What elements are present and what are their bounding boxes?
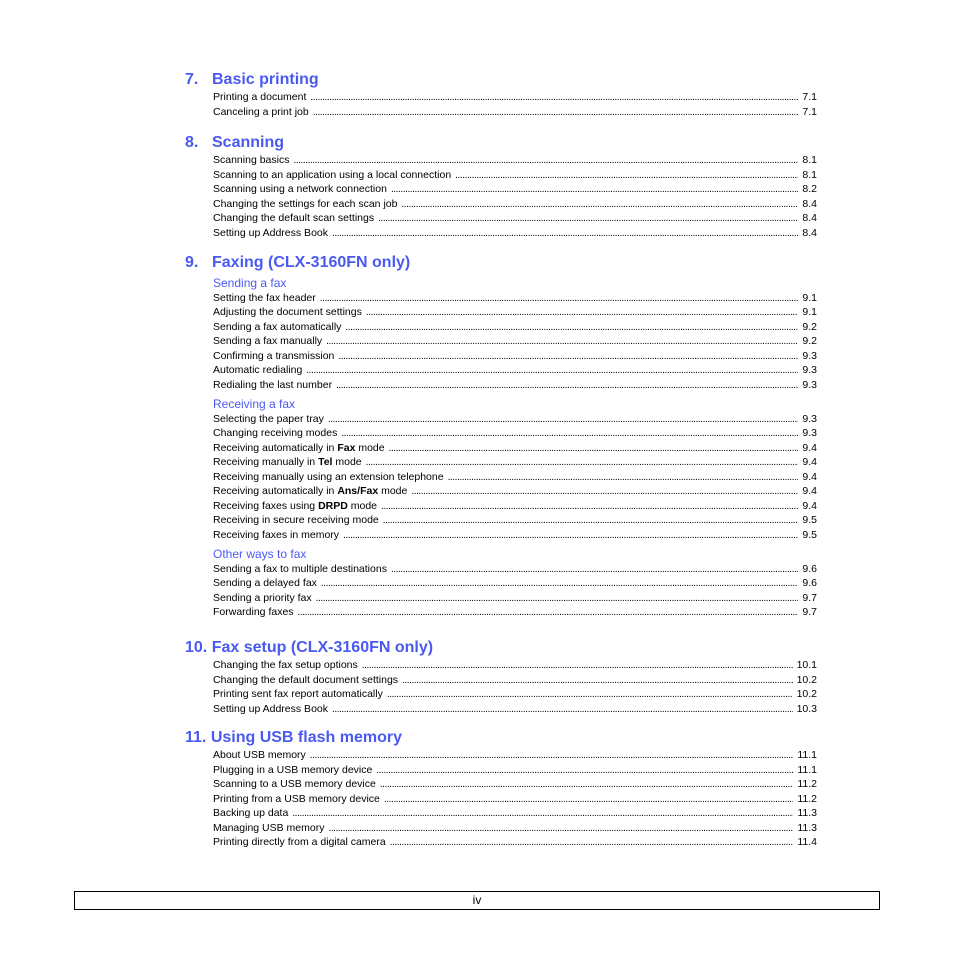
toc-entry-text: Scanning to an application using a local connection <box>213 168 452 181</box>
dot-leader <box>306 364 798 379</box>
toc-entry[interactable] <box>213 211 817 226</box>
dot-leader <box>366 306 799 321</box>
toc-page-number: 11.1 <box>797 763 817 776</box>
toc-page-number: 9.3 <box>802 427 817 439</box>
toc-page-number: 9.1 <box>802 291 817 304</box>
dot-leader <box>338 350 798 365</box>
dot-leader <box>313 106 799 121</box>
toc-page-number: 9.4 <box>802 441 817 454</box>
dot-leader <box>387 688 793 703</box>
toc-entry[interactable] <box>213 576 817 591</box>
toc-entry-text: Printing sent fax report automatically <box>213 688 383 700</box>
toc-entry-text: Redialing the last number <box>213 378 333 391</box>
subsection-heading[interactable]: Receiving a fax <box>213 397 296 411</box>
page-number: iv <box>472 893 482 907</box>
toc-entry[interactable] <box>213 197 817 212</box>
toc-entry[interactable] <box>213 320 817 335</box>
toc-entry-title <box>213 470 448 485</box>
toc-entry-title <box>213 363 306 378</box>
toc-entry-title <box>213 499 381 514</box>
toc-page-number: 9.5 <box>802 528 817 541</box>
toc-entry-text: About USB memory <box>213 749 306 761</box>
toc-entry-text: Sending a fax automatically <box>213 320 342 333</box>
toc-entry-text: Plugging in a USB memory device <box>213 763 373 776</box>
dot-leader <box>401 198 798 213</box>
toc-page-number: 9.2 <box>802 320 817 333</box>
toc-entry[interactable] <box>213 792 817 807</box>
toc-entry[interactable] <box>213 562 817 577</box>
toc-page-number: 9.4 <box>802 456 817 468</box>
toc-page-number: 9.3 <box>802 412 817 425</box>
dot-leader <box>345 321 798 336</box>
toc-entry-emphasis: Fax <box>337 441 356 454</box>
toc-page-number: 9.7 <box>802 591 817 604</box>
toc-entry[interactable] <box>213 658 817 673</box>
toc-page-number: 8.1 <box>802 168 817 181</box>
toc-entry[interactable] <box>213 702 817 717</box>
toc-entry-title <box>213 226 332 241</box>
dot-leader <box>391 563 798 578</box>
chapter-section <box>185 253 817 620</box>
toc-entry-title <box>213 349 338 364</box>
toc-page-number: 9.3 <box>802 349 817 362</box>
toc-entry-title <box>213 378 336 393</box>
toc-entry-title <box>213 90 310 105</box>
chapter-entries <box>185 658 817 716</box>
toc-entry-text: Receiving faxes in memory <box>213 528 340 541</box>
toc-entry[interactable] <box>213 168 817 183</box>
toc-entry-title <box>213 777 380 792</box>
toc-page-number: 11.3 <box>797 821 817 834</box>
toc-entry[interactable] <box>213 105 817 120</box>
toc-page-number: 9.6 <box>802 562 817 575</box>
dot-leader <box>292 807 793 822</box>
toc-page-number: 10.1 <box>796 659 817 671</box>
toc-entry[interactable] <box>213 806 817 821</box>
dot-leader <box>383 514 799 529</box>
chapter-title-text: Scanning <box>212 134 285 151</box>
toc-entry-text: Changing the settings for each scan job <box>213 197 398 210</box>
toc-entry-text: Confirming a transmission <box>213 349 335 362</box>
dot-leader <box>343 529 798 544</box>
toc-entry-title <box>213 484 411 499</box>
toc-entry-title <box>213 320 345 335</box>
dot-leader <box>366 456 799 471</box>
chapter-title[interactable] <box>185 70 817 90</box>
toc-entry-title <box>213 702 332 717</box>
chapter-section <box>185 728 817 850</box>
toc-entry[interactable] <box>213 484 817 499</box>
toc-entry-text: Scanning to a USB memory device <box>213 778 376 790</box>
chapter-title[interactable] <box>185 638 817 658</box>
toc-entry-title <box>213 334 326 349</box>
dot-leader <box>455 169 798 184</box>
toc-page-number: 10.2 <box>796 688 817 700</box>
chapter-title[interactable] <box>185 253 817 273</box>
chapter-number: 7. <box>185 71 199 88</box>
toc-page-number: 10.2 <box>796 673 817 686</box>
toc-page-number: 9.3 <box>802 364 817 376</box>
toc-entry-text: Sending a fax to multiple destinations <box>213 562 387 575</box>
toc-entry-text: Sending a fax manually <box>213 335 323 347</box>
toc-page-number: 11.2 <box>797 778 817 790</box>
toc-entry-title <box>213 576 321 591</box>
dot-leader <box>376 764 793 779</box>
dot-leader <box>326 335 798 350</box>
toc-entry-text: Setting up Address Book <box>213 702 328 715</box>
toc-entry-text: Receiving manually in <box>213 456 319 468</box>
toc-entry-title <box>213 748 310 763</box>
toc-entry[interactable] <box>213 748 817 763</box>
chapter-title[interactable] <box>185 133 817 153</box>
toc-entry-emphasis: Tel <box>318 456 333 468</box>
toc-entry-title <box>213 658 362 673</box>
toc-entry-title <box>213 412 328 427</box>
dot-leader <box>448 471 799 486</box>
toc-entry-title <box>213 806 292 821</box>
toc-page-number: 11.1 <box>797 749 817 761</box>
toc-entry-text: Adjusting the document settings <box>213 306 362 318</box>
toc-entry-text: Canceling a print job <box>213 105 309 118</box>
toc-entry-text: Receiving faxes using <box>213 499 319 512</box>
toc-entry-title <box>213 426 341 441</box>
dot-leader <box>336 379 798 394</box>
toc-entry-text: mode <box>355 441 385 454</box>
toc-entry[interactable] <box>213 334 817 349</box>
toc-entry[interactable] <box>213 378 817 393</box>
dot-leader <box>341 427 798 442</box>
toc-page-number: 11.4 <box>797 836 817 848</box>
dot-leader <box>316 592 799 607</box>
page-footer <box>74 891 880 910</box>
subsection-heading[interactable]: Sending a fax <box>213 276 287 290</box>
toc-entry[interactable] <box>213 591 817 606</box>
toc-entry-text: Setting the fax header <box>213 291 316 304</box>
toc-page-number: 9.1 <box>802 306 817 318</box>
toc-entry-title <box>213 168 455 183</box>
chapter-title[interactable] <box>185 728 817 748</box>
toc-page-number: 8.4 <box>802 226 817 239</box>
dot-leader <box>402 674 793 689</box>
chapter-number: 8. <box>185 134 199 151</box>
toc-page-number: 9.4 <box>802 485 817 497</box>
chapter-number: 9. <box>185 254 199 271</box>
toc-entry-text: Receiving in secure receiving mode <box>213 514 379 526</box>
toc-entry-title <box>213 211 378 226</box>
toc-entry[interactable] <box>213 349 817 364</box>
chapter-entries <box>185 748 817 850</box>
toc-entry-text: Receiving automatically in <box>213 485 338 497</box>
dot-leader <box>389 442 799 457</box>
toc-entry-title <box>213 197 401 212</box>
dot-leader <box>332 227 798 242</box>
toc-entry-title <box>213 528 343 543</box>
chapter-entries <box>185 276 817 620</box>
toc-entry[interactable] <box>213 291 817 306</box>
dot-leader <box>332 703 793 718</box>
chapter-title-text: Basic printing <box>212 71 319 88</box>
toc-entry[interactable] <box>213 153 817 168</box>
dot-leader <box>320 292 799 307</box>
toc-page-number: 11.3 <box>797 807 817 819</box>
toc-entry-title <box>213 291 320 306</box>
toc-entry-title <box>213 182 391 197</box>
toc-entry-title <box>213 562 391 577</box>
dot-leader <box>293 154 798 169</box>
toc-entry-text: Setting up Address Book <box>213 226 328 239</box>
dot-leader <box>380 778 794 793</box>
toc-entry[interactable] <box>213 528 817 543</box>
toc-entry-text: Sending a priority fax <box>213 591 312 604</box>
toc-entry[interactable] <box>213 90 817 105</box>
toc-page-number: 8.4 <box>802 212 817 224</box>
dot-leader <box>328 413 798 428</box>
toc-page-number: 9.4 <box>802 499 817 512</box>
toc-page-number: 9.3 <box>802 378 817 391</box>
toc-entry-text: Sending a delayed fax <box>213 577 317 589</box>
toc-page-number: 9.5 <box>802 514 817 526</box>
toc-entry[interactable] <box>213 687 817 702</box>
toc-entry[interactable] <box>213 226 817 241</box>
toc-entry-text: Changing the default scan settings <box>213 212 375 224</box>
dot-leader <box>391 183 798 198</box>
chapter-section <box>185 133 817 240</box>
toc-entry-title <box>213 591 316 606</box>
chapter-entries <box>185 153 817 240</box>
toc-entry-title <box>213 513 383 528</box>
dot-leader <box>328 822 793 837</box>
toc-entry[interactable] <box>213 605 817 620</box>
toc-entry[interactable] <box>213 363 817 378</box>
toc-entry-emphasis: DRPD <box>318 499 348 512</box>
chapter-number: 11. <box>185 729 207 746</box>
toc-page-number: 9.6 <box>802 577 817 589</box>
toc-page-number: 8.1 <box>802 154 817 166</box>
toc-entry[interactable] <box>213 455 817 470</box>
toc-entry-title <box>213 605 298 620</box>
toc-entry-text: Automatic redialing <box>213 364 303 376</box>
toc-entry-title <box>213 821 328 836</box>
toc-entry-text: Backing up data <box>213 807 289 819</box>
toc-page-number: 10.3 <box>796 702 817 715</box>
toc-entry[interactable] <box>213 513 817 528</box>
dot-leader <box>310 91 798 106</box>
toc-entry[interactable] <box>213 426 817 441</box>
toc-entry[interactable] <box>213 412 817 427</box>
toc-entry-text: Selecting the paper tray <box>213 412 324 425</box>
toc-entry-title <box>213 305 366 320</box>
toc-entry-text: Receiving manually using an extension telephone <box>213 470 444 483</box>
toc-entry-title <box>213 673 402 688</box>
toc-page-number: 9.4 <box>802 470 817 483</box>
toc-entry-text: mode <box>347 499 378 512</box>
dot-leader <box>298 606 799 621</box>
toc-entry[interactable] <box>213 305 817 320</box>
dot-leader <box>362 659 793 674</box>
dot-leader <box>390 836 794 851</box>
toc-entry[interactable] <box>213 835 817 850</box>
toc-entry-text: Printing from a USB memory device <box>213 792 380 805</box>
toc-entry-text: Managing USB memory <box>213 821 325 834</box>
dot-leader <box>384 793 793 808</box>
toc-entry-title <box>213 687 387 702</box>
toc-entry-title <box>213 105 313 120</box>
toc-entry-text: Scanning basics <box>213 154 290 166</box>
chapter-title-text: Faxing (CLX-3160FN only) <box>212 254 411 271</box>
toc-page-number: 8.2 <box>802 183 817 195</box>
toc-entry-text: mode <box>378 485 408 497</box>
toc-entry-text: Printing a document <box>213 91 307 103</box>
subsection-heading[interactable]: Other ways to fax <box>213 547 307 561</box>
dot-leader <box>381 500 798 515</box>
chapter-title-text: Using USB flash memory <box>210 729 402 746</box>
toc-entry-title <box>213 835 390 850</box>
chapter-section <box>185 70 817 119</box>
chapter-title-text: Fax setup (CLX-3160FN only) <box>211 639 434 656</box>
toc-entry-text: mode <box>332 456 362 468</box>
toc-entry-title <box>213 763 376 778</box>
toc-entry[interactable] <box>213 763 817 778</box>
chapter-entries <box>185 90 817 119</box>
dot-leader <box>321 577 798 592</box>
chapter-section <box>185 638 817 716</box>
toc-entry[interactable] <box>213 470 817 485</box>
chapter-number: 10. <box>185 639 208 656</box>
dot-leader <box>310 749 794 764</box>
toc-entry-emphasis: Ans/Fax <box>337 485 379 497</box>
toc-page-number: 7.1 <box>802 91 817 103</box>
toc-entry[interactable] <box>213 777 817 792</box>
toc-entry-text: Scanning using a network connection <box>213 183 387 195</box>
toc-entry-text: Changing the fax setup options <box>213 659 358 671</box>
toc-page-number: 11.2 <box>797 792 817 805</box>
dot-leader <box>378 212 798 227</box>
toc-entry[interactable] <box>213 182 817 197</box>
toc-entry[interactable] <box>213 821 817 836</box>
toc-entry-text: Changing the default document settings <box>213 673 399 686</box>
toc-entry-text: Changing receiving modes <box>213 427 338 439</box>
toc-entry-title <box>213 441 389 456</box>
toc-entry-title <box>213 455 366 470</box>
toc-entry-title <box>213 792 384 807</box>
toc-page-number: 9.2 <box>802 335 817 347</box>
toc-page-number: 7.1 <box>802 105 817 118</box>
toc-entry-title <box>213 153 293 168</box>
toc-entry-text: Forwarding faxes <box>213 606 294 618</box>
toc-page-number: 8.4 <box>802 197 817 210</box>
toc-entry[interactable] <box>213 499 817 514</box>
toc-entry[interactable] <box>213 441 817 456</box>
toc-entry[interactable] <box>213 673 817 688</box>
dot-leader <box>411 485 798 500</box>
toc-page-number: 9.7 <box>802 606 817 618</box>
toc-entry-text: Printing directly from a digital camera <box>213 836 386 848</box>
toc-entry-text: Receiving automatically in <box>213 441 338 454</box>
